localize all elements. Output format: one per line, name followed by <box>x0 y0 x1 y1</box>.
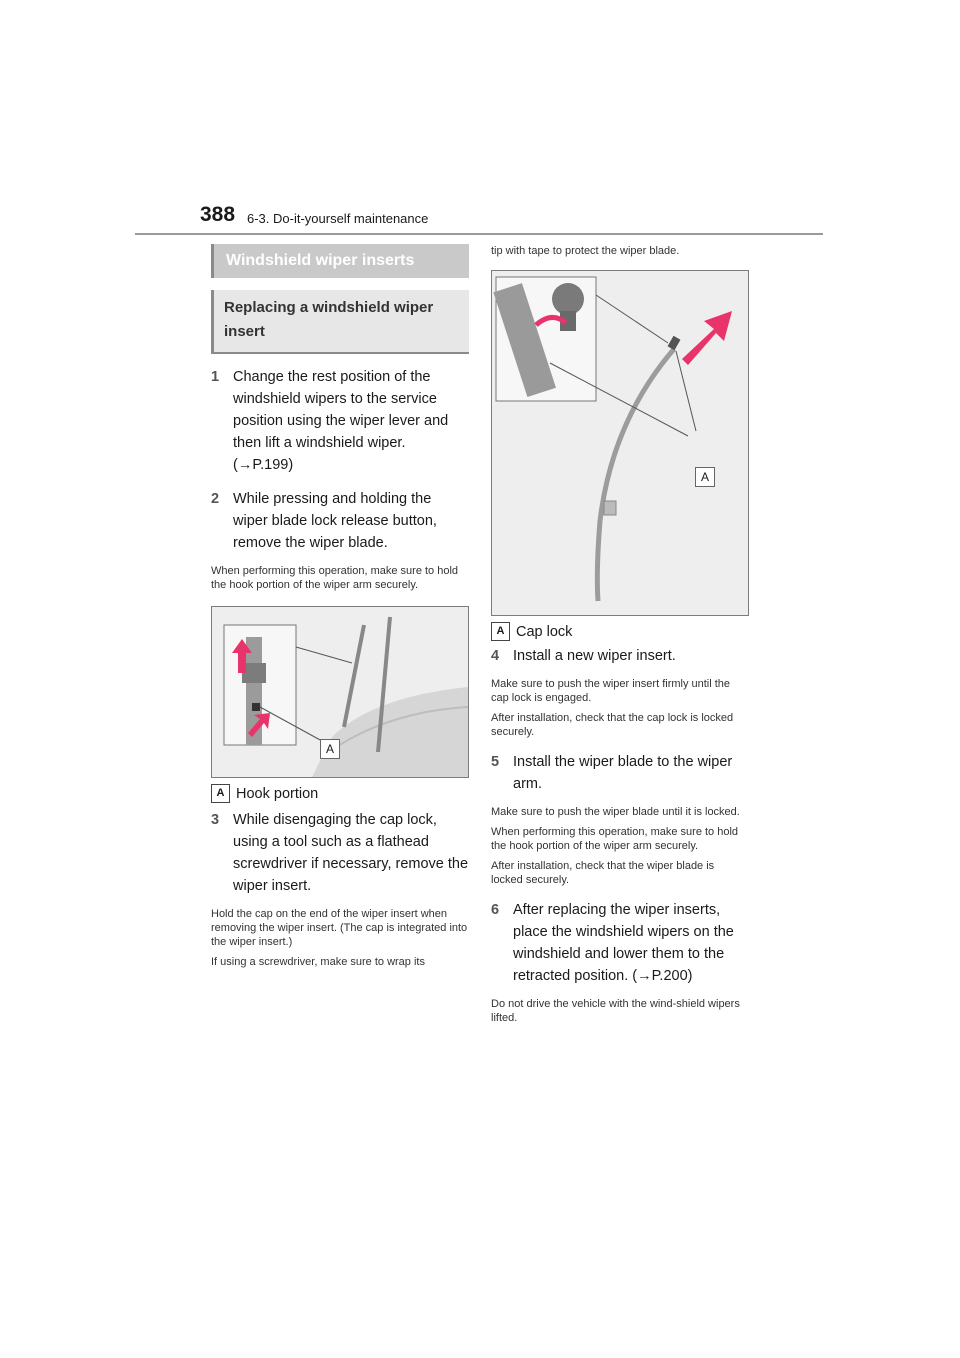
note: Make sure to push the wiper insert firmly until the cap lock is engaged. <box>491 678 731 704</box>
note: After installation, check that the wiper blade is locked securely. <box>491 860 715 886</box>
step-text: While disengaging the cap lock, using a tool such as a flathead screwdriver if necessary, remove the wiper insert. <box>233 812 469 894</box>
note: Do not drive the vehicle with the wind-shield wipers lifted. <box>491 998 740 1024</box>
step-number: 2 <box>211 491 220 507</box>
right-column <box>491 244 749 1025</box>
step-text: Install the wiper blade to the wiper arm. <box>513 754 733 792</box>
legend-hook-portion <box>211 784 469 803</box>
figure-callout-a: A <box>695 467 715 487</box>
step-text: Change the rest position of the windshield wipers to the service position using the wiper lever and then lift a windshield wiper. (→P.199) <box>233 369 449 473</box>
step-text: Install a new wiper insert. <box>513 648 676 664</box>
legend-badge-a: A <box>211 784 230 803</box>
page-number: 388 <box>200 203 236 226</box>
legend-cap-lock <box>491 622 749 641</box>
note: After installation, check that the cap lock is locked securely. <box>491 712 734 738</box>
step-number: 1 <box>211 369 220 385</box>
subheading-replacing-insert: Replacing a windshield wiper insert <box>211 290 469 354</box>
step-number: 6 <box>491 902 500 918</box>
legend-badge-a: A <box>491 622 510 641</box>
step-6 <box>491 899 749 987</box>
step-4 <box>491 645 749 667</box>
note: If using a screwdriver, make sure to wrap its <box>211 956 425 968</box>
step-text: While pressing and holding the wiper blade lock release button, remove the wiper blade. <box>233 491 437 551</box>
figure-callout-a: A <box>320 739 340 759</box>
section-title: 6-3. Do-it-yourself maintenance <box>247 211 429 226</box>
note-continued: tip with tape to protect the wiper blade. <box>491 245 680 257</box>
left-column <box>211 244 469 969</box>
step-number: 3 <box>211 812 220 828</box>
legend-text: Cap lock <box>516 623 573 640</box>
note: When performing this operation, make sure to hold the hook portion of the wiper arm securely. <box>211 565 459 591</box>
step-number: 4 <box>491 648 500 664</box>
note: When performing this operation, make sure to hold the hook portion of the wiper arm securely. <box>491 826 739 852</box>
wiper-arm-illustration <box>212 607 468 777</box>
step-2 <box>211 488 469 554</box>
note: Make sure to push the wiper blade until it is locked. <box>491 806 740 818</box>
step-text: After replacing the wiper inserts, place the windshield wipers on the windshield and lower them to the retracted position. (→P.200) <box>513 902 734 984</box>
wiper-insert-illustration <box>492 271 748 615</box>
step-3 <box>211 809 469 897</box>
figure-cap-lock <box>491 270 749 616</box>
step-1 <box>211 366 469 476</box>
legend-text: Hook portion <box>236 785 319 802</box>
note: Hold the cap on the end of the wiper insert when removing the wiper insert. (The cap is integrated into the wiper insert.) <box>211 908 468 948</box>
header-rule <box>135 233 823 235</box>
heading-windshield-wiper-inserts: Windshield wiper inserts <box>211 244 469 278</box>
step-5 <box>491 751 749 795</box>
step-number: 5 <box>491 754 500 770</box>
figure-hook-portion <box>211 606 469 778</box>
